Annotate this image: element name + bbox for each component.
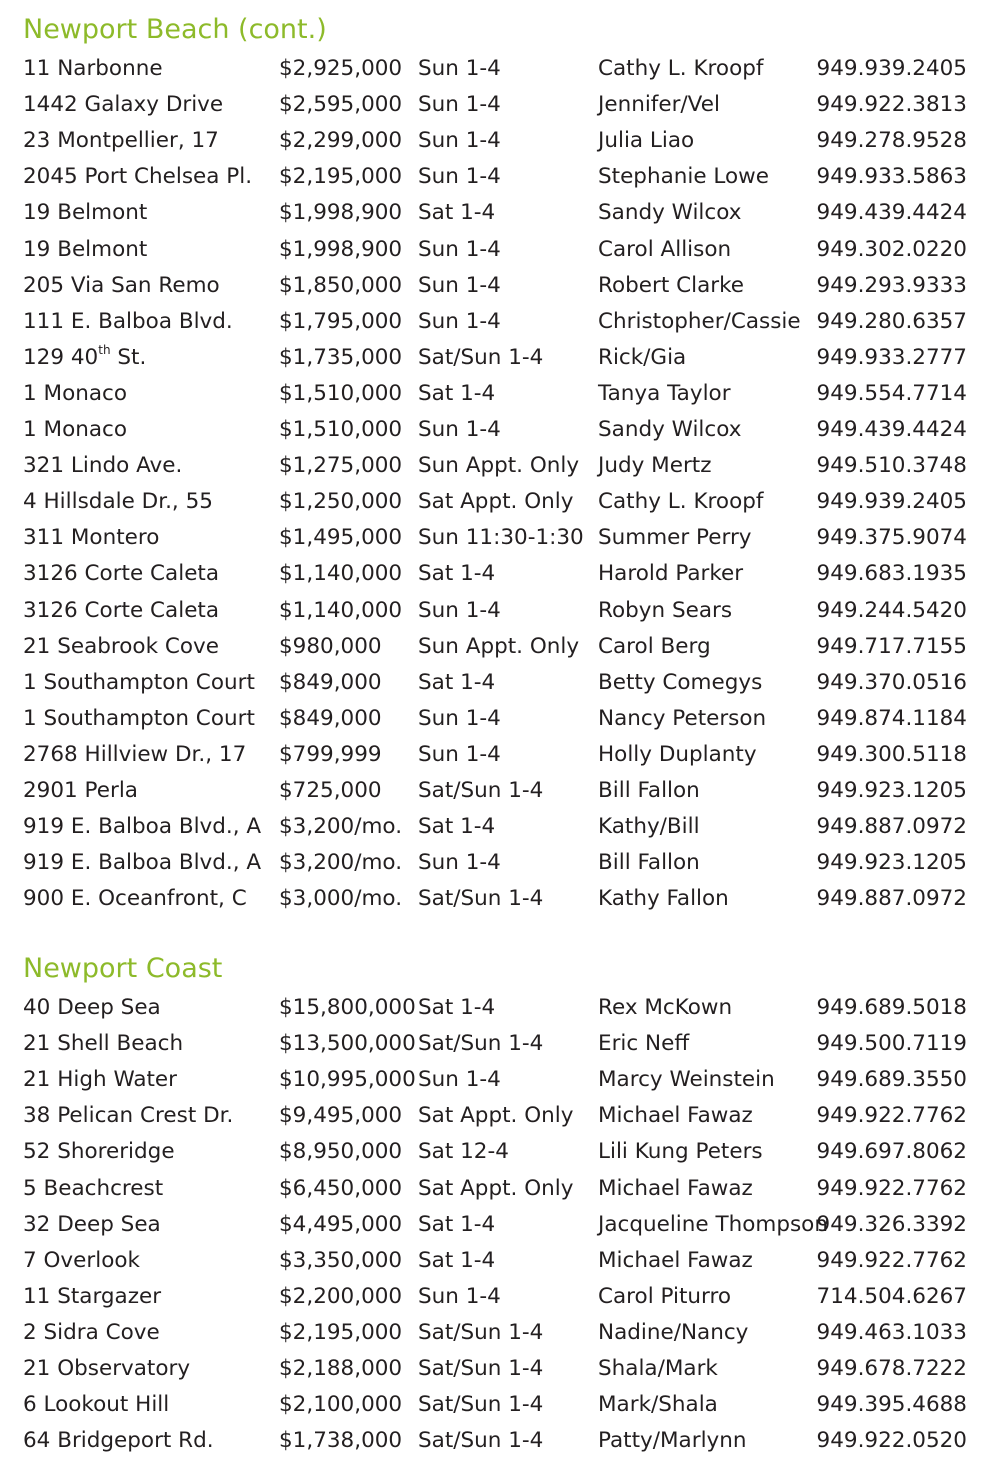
- agent-cell: Nancy Peterson: [598, 705, 767, 731]
- agent-cell: Bill Fallon: [598, 778, 700, 803]
- address-cell: [23, 1279, 161, 1315]
- price-cell: $13,500,000: [279, 1031, 416, 1057]
- address-cell: [23, 1315, 160, 1351]
- address-text: 321 Lindo Ave.: [23, 453, 183, 479]
- address-text: 311 Montero: [23, 525, 160, 551]
- open-time-cell: Sat 12-4: [418, 1139, 509, 1165]
- address-text: 3126 Corte Caleta: [23, 561, 220, 587]
- listing-row: [0, 1171, 985, 1207]
- listing-row: [0, 123, 985, 159]
- listing-row: [0, 232, 985, 268]
- address-text: 205 Via San Remo: [23, 272, 220, 298]
- address-cell: [23, 1207, 161, 1243]
- address-cell: [23, 159, 252, 195]
- address-cell: [23, 1026, 183, 1062]
- phone-cell: 949.922.7762: [816, 1247, 967, 1273]
- price-cell: $2,200,000: [279, 1283, 403, 1309]
- listing-row: [0, 1134, 985, 1170]
- listing-row: [0, 412, 985, 448]
- agent-cell: Rick/Gia: [598, 344, 687, 370]
- agent-cell: Nadine/Nancy: [598, 1319, 749, 1345]
- address-text: 23 Montpellier, 17: [23, 128, 219, 154]
- open-time-cell: Sat Appt. Only: [418, 489, 574, 515]
- price-cell: $1,738,000: [279, 1428, 403, 1454]
- address-text: 21 Shell Beach: [23, 1031, 184, 1057]
- address-text: 19 Belmont: [23, 236, 148, 262]
- address-cell: [23, 629, 219, 665]
- open-time-cell: Sat 1-4: [418, 995, 496, 1020]
- price-cell: $1,140,000: [279, 561, 403, 587]
- price-cell: $15,800,000: [279, 995, 416, 1020]
- listing-row: [0, 737, 985, 773]
- agent-cell: Michael Fawaz: [598, 1247, 753, 1273]
- agent-cell: Mark/Shala: [598, 1392, 718, 1418]
- listing-row: [0, 1279, 985, 1315]
- phone-cell: 949.463.1033: [816, 1319, 967, 1345]
- address-text: 38 Pelican Crest Dr.: [23, 1103, 234, 1129]
- address-cell: [23, 809, 261, 845]
- listing-row: [0, 448, 985, 484]
- phone-cell: 949.689.5018: [816, 995, 967, 1020]
- listing-row: [0, 701, 985, 737]
- agent-cell: Bill Fallon: [598, 850, 700, 876]
- listing-row: [0, 1026, 985, 1062]
- phone-cell: 949.326.3392: [816, 1211, 967, 1237]
- price-cell: $849,000: [279, 705, 382, 731]
- address-cell: [23, 701, 255, 737]
- listing-row: [0, 1351, 985, 1387]
- address-text: 40 Deep Sea: [23, 995, 161, 1020]
- phone-cell: 949.939.2405: [816, 56, 967, 81]
- price-cell: $2,100,000: [279, 1392, 403, 1418]
- open-time-cell: Sat 1-4: [418, 1211, 496, 1237]
- phone-cell: 949.874.1184: [816, 705, 967, 731]
- address-text: 11 Narbonne: [23, 56, 163, 81]
- open-time-cell: Sun 11:30-1:30: [418, 525, 584, 551]
- open-time-cell: Sat/Sun 1-4: [418, 344, 544, 370]
- open-time-cell: Sat 1-4: [418, 561, 496, 587]
- listing-row: [0, 665, 985, 701]
- phone-cell: 949.280.6357: [816, 308, 967, 334]
- phone-cell: 949.922.0520: [816, 1428, 967, 1454]
- price-cell: $9,495,000: [279, 1103, 403, 1129]
- open-time-cell: Sat 1-4: [418, 814, 496, 840]
- price-cell: $1,495,000: [279, 525, 403, 551]
- address-cell: [23, 520, 159, 556]
- address-cell: [23, 1171, 163, 1207]
- open-time-cell: Sun 1-4: [418, 1283, 501, 1309]
- phone-cell: 949.689.3550: [816, 1067, 967, 1093]
- address-text: 6 Lookout Hill: [23, 1392, 170, 1418]
- price-cell: $980,000: [279, 633, 382, 659]
- open-time-cell: Sat 1-4: [418, 1247, 496, 1273]
- phone-cell: 949.717.7155: [816, 633, 967, 659]
- price-cell: $849,000: [279, 669, 382, 695]
- open-time-cell: Sat 1-4: [418, 380, 496, 406]
- open-time-cell: Sun 1-4: [418, 92, 501, 118]
- address-text: 1 Monaco: [23, 380, 127, 406]
- address-text: 2045 Port Chelsea Pl.: [23, 164, 253, 190]
- listing-row: [0, 593, 985, 629]
- section-title: Newport Beach (cont.): [23, 14, 327, 45]
- open-time-cell: Sun Appt. Only: [418, 453, 580, 479]
- listing-row: [0, 1207, 985, 1243]
- address-text: 7 Overlook: [23, 1247, 140, 1273]
- phone-cell: 714.504.6267: [816, 1283, 967, 1309]
- address-cell: [23, 123, 219, 159]
- listing-row: [0, 1098, 985, 1134]
- price-cell: $1,275,000: [279, 453, 403, 479]
- agent-cell: Cathy L. Kroopf: [598, 489, 764, 515]
- address-text: 900 E. Oceanfront, C: [23, 886, 247, 912]
- listing-row: [0, 159, 985, 195]
- address-cell: [23, 87, 223, 123]
- address-street-suffix: St.: [110, 344, 147, 370]
- price-cell: $1,735,000: [279, 344, 403, 370]
- open-time-cell: Sat 1-4: [418, 669, 496, 695]
- agent-cell: Eric Neff: [598, 1031, 690, 1057]
- open-time-cell: Sat/Sun 1-4: [418, 1392, 544, 1418]
- address-text: 1 Southampton Court: [23, 705, 255, 731]
- address-cell: [23, 268, 220, 304]
- price-cell: $1,998,900: [279, 200, 403, 226]
- price-cell: $6,450,000: [279, 1175, 403, 1201]
- agent-cell: Michael Fawaz: [598, 1103, 753, 1129]
- address-text: 21 Seabrook Cove: [23, 633, 219, 659]
- agent-cell: Cathy L. Kroopf: [598, 56, 764, 81]
- phone-cell: 949.293.9333: [816, 272, 967, 298]
- price-cell: $1,850,000: [279, 272, 403, 298]
- listing-row: [0, 845, 985, 881]
- address-cell: [23, 1062, 177, 1098]
- address-cell: [23, 340, 146, 376]
- address-text: 64 Bridgeport Rd.: [23, 1428, 214, 1454]
- price-cell: $2,925,000: [279, 56, 403, 81]
- listing-row: [0, 268, 985, 304]
- open-time-cell: Sat/Sun 1-4: [418, 1319, 544, 1345]
- address-cell: [23, 665, 255, 701]
- address-cell: [23, 376, 127, 412]
- phone-cell: 949.439.4424: [816, 200, 967, 226]
- address-cell: [23, 1134, 175, 1170]
- phone-cell: 949.500.7119: [816, 1031, 967, 1057]
- price-cell: $3,350,000: [279, 1247, 403, 1273]
- address-cell: [23, 881, 247, 917]
- phone-cell: 949.887.0972: [816, 814, 967, 840]
- price-cell: $799,999: [279, 741, 382, 767]
- open-time-cell: Sat/Sun 1-4: [418, 1356, 544, 1381]
- address-cell: [23, 1387, 169, 1423]
- agent-cell: Rex McKown: [598, 995, 733, 1020]
- phone-cell: 949.933.2777: [816, 344, 967, 370]
- price-cell: $3,000/mo.: [279, 886, 403, 912]
- listing-row: [0, 87, 985, 123]
- listing-row: [0, 51, 985, 87]
- listing-row: [0, 304, 985, 340]
- address-text: 32 Deep Sea: [23, 1211, 161, 1237]
- phone-cell: 949.922.7762: [816, 1103, 967, 1129]
- address-text: 11 Stargazer: [23, 1283, 162, 1309]
- address-text: 1 Southampton Court: [23, 669, 255, 695]
- address-text: 5 Beachcrest: [23, 1175, 164, 1201]
- open-time-cell: Sun 1-4: [418, 417, 501, 442]
- agent-cell: Christopher/Cassie: [598, 308, 801, 334]
- listing-row: [0, 556, 985, 592]
- listing-row: [0, 376, 985, 412]
- price-cell: $1,998,900: [279, 236, 403, 262]
- listing-row: [0, 881, 985, 917]
- section-title: Newport Coast: [23, 953, 223, 984]
- address-text: 21 Observatory: [23, 1356, 191, 1381]
- address-cell: [23, 1243, 140, 1279]
- phone-cell: 949.683.1935: [816, 561, 967, 587]
- phone-cell: 949.370.0516: [816, 669, 967, 695]
- address-text: 919 E. Balboa Blvd., A: [23, 814, 262, 840]
- agent-cell: Marcy Weinstein: [598, 1067, 775, 1093]
- listing-row: [0, 773, 985, 809]
- price-cell: $2,195,000: [279, 1319, 403, 1345]
- address-cell: [23, 1423, 214, 1459]
- listing-row: [0, 484, 985, 520]
- phone-cell: 949.887.0972: [816, 886, 967, 912]
- listing-row: [0, 520, 985, 556]
- address-cell: [23, 845, 261, 881]
- listing-row: [0, 340, 985, 376]
- address-cell: [23, 484, 213, 520]
- price-cell: $1,510,000: [279, 417, 403, 442]
- price-cell: $8,950,000: [279, 1139, 403, 1165]
- agent-cell: Judy Mertz: [598, 453, 712, 479]
- open-time-cell: Sun 1-4: [418, 741, 501, 767]
- open-time-cell: Sun Appt. Only: [418, 633, 580, 659]
- address-text: 1442 Galaxy Drive: [23, 92, 224, 118]
- listing-row: [0, 195, 985, 231]
- address-text: 52 Shoreridge: [23, 1139, 175, 1165]
- open-time-cell: Sat Appt. Only: [418, 1103, 574, 1129]
- phone-cell: 949.278.9528: [816, 128, 967, 154]
- price-cell: $4,495,000: [279, 1211, 403, 1237]
- phone-cell: 949.554.7714: [816, 380, 967, 406]
- agent-cell: Jacqueline Thompson: [598, 1211, 828, 1237]
- address-text: 1 Monaco: [23, 417, 127, 442]
- price-cell: $2,299,000: [279, 128, 403, 154]
- agent-cell: Kathy Fallon: [598, 886, 729, 912]
- open-time-cell: Sat/Sun 1-4: [418, 1428, 544, 1454]
- price-cell: $2,195,000: [279, 164, 403, 190]
- address-cell: [23, 304, 233, 340]
- address-cell: [23, 737, 246, 773]
- agent-cell: Carol Allison: [598, 236, 732, 262]
- open-time-cell: Sat/Sun 1-4: [418, 1031, 544, 1057]
- price-cell: $1,795,000: [279, 308, 403, 334]
- phone-cell: 949.697.8062: [816, 1139, 967, 1165]
- address-cell: [23, 990, 161, 1026]
- open-time-cell: Sat 1-4: [418, 200, 496, 226]
- address-ordinal-suffix: th: [98, 342, 111, 357]
- address-text: 129 40: [23, 344, 99, 370]
- phone-cell: 949.933.5863: [816, 164, 967, 190]
- price-cell: $3,200/mo.: [279, 814, 403, 840]
- listing-row: [0, 1315, 985, 1351]
- agent-cell: Julia Liao: [598, 128, 695, 154]
- phone-cell: 949.375.9074: [816, 525, 967, 551]
- address-cell: [23, 412, 127, 448]
- agent-cell: Shala/Mark: [598, 1356, 718, 1381]
- address-cell: [23, 232, 147, 268]
- price-cell: $1,510,000: [279, 380, 403, 406]
- phone-cell: 949.302.0220: [816, 236, 967, 262]
- phone-cell: 949.923.1205: [816, 850, 967, 876]
- address-text: 111 E. Balboa Blvd.: [23, 308, 233, 334]
- address-text: 2768 Hillview Dr., 17: [23, 741, 247, 767]
- listing-row: [0, 1062, 985, 1098]
- address-text: 2901 Perla: [23, 778, 138, 803]
- address-text: 2 Sidra Cove: [23, 1319, 160, 1345]
- address-text: 4 Hillsdale Dr., 55: [23, 489, 213, 515]
- agent-cell: Holly Duplanty: [598, 741, 757, 767]
- listing-row: [0, 629, 985, 665]
- price-cell: $2,595,000: [279, 92, 403, 118]
- phone-cell: 949.395.4688: [816, 1392, 967, 1418]
- agent-cell: Lili Kung Peters: [598, 1139, 763, 1165]
- price-cell: $10,995,000: [279, 1067, 416, 1093]
- agent-cell: Carol Berg: [598, 633, 711, 659]
- agent-cell: Robyn Sears: [598, 597, 733, 623]
- open-time-cell: Sun 1-4: [418, 272, 501, 298]
- price-cell: $2,188,000: [279, 1356, 403, 1381]
- phone-cell: 949.678.7222: [816, 1356, 967, 1381]
- price-cell: $725,000: [279, 778, 382, 803]
- listing-row: [0, 1243, 985, 1279]
- open-time-cell: Sun 1-4: [418, 1067, 501, 1093]
- address-cell: [23, 593, 219, 629]
- open-time-cell: Sat/Sun 1-4: [418, 778, 544, 803]
- open-time-cell: Sat/Sun 1-4: [418, 886, 544, 912]
- agent-cell: Patty/Marlynn: [598, 1428, 747, 1454]
- agent-cell: Tanya Taylor: [598, 380, 731, 406]
- agent-cell: Betty Comegys: [598, 669, 763, 695]
- address-cell: [23, 448, 182, 484]
- listing-row: [0, 1387, 985, 1423]
- agent-cell: Sandy Wilcox: [598, 200, 742, 226]
- agent-cell: Robert Clarke: [598, 272, 745, 298]
- address-cell: [23, 195, 147, 231]
- address-cell: [23, 556, 219, 592]
- open-time-cell: Sun 1-4: [418, 850, 501, 876]
- listing-row: [0, 990, 985, 1026]
- phone-cell: 949.510.3748: [816, 453, 967, 479]
- phone-cell: 949.922.7762: [816, 1175, 967, 1201]
- open-time-cell: Sun 1-4: [418, 705, 501, 731]
- address-text: 21 High Water: [23, 1067, 177, 1093]
- phone-cell: 949.939.2405: [816, 489, 967, 515]
- phone-cell: 949.922.3813: [816, 92, 967, 118]
- address-cell: [23, 51, 163, 87]
- price-cell: $1,250,000: [279, 489, 403, 515]
- address-text: 3126 Corte Caleta: [23, 597, 220, 623]
- agent-cell: Harold Parker: [598, 561, 744, 587]
- listing-row: [0, 809, 985, 845]
- open-time-cell: Sat Appt. Only: [418, 1175, 574, 1201]
- agent-cell: Carol Piturro: [598, 1283, 732, 1309]
- open-time-cell: Sun 1-4: [418, 597, 501, 623]
- open-time-cell: Sun 1-4: [418, 236, 501, 262]
- open-time-cell: Sun 1-4: [418, 308, 501, 334]
- agent-cell: Kathy/Bill: [598, 814, 700, 840]
- address-cell: [23, 773, 138, 809]
- phone-cell: 949.439.4424: [816, 417, 967, 442]
- address-text: 19 Belmont: [23, 200, 148, 226]
- price-cell: $3,200/mo.: [279, 850, 403, 876]
- agent-cell: Michael Fawaz: [598, 1175, 753, 1201]
- address-cell: [23, 1098, 233, 1134]
- open-time-cell: Sun 1-4: [418, 56, 501, 81]
- agent-cell: Sandy Wilcox: [598, 417, 742, 442]
- phone-cell: 949.244.5420: [816, 597, 967, 623]
- agent-cell: Jennifer/Vel: [598, 92, 720, 118]
- price-cell: $1,140,000: [279, 597, 403, 623]
- open-time-cell: Sun 1-4: [418, 164, 501, 190]
- address-text: 919 E. Balboa Blvd., A: [23, 850, 262, 876]
- open-time-cell: Sun 1-4: [418, 128, 501, 154]
- address-cell: [23, 1351, 190, 1387]
- listing-row: [0, 1423, 985, 1459]
- agent-cell: Summer Perry: [598, 525, 752, 551]
- phone-cell: 949.300.5118: [816, 741, 967, 767]
- phone-cell: 949.923.1205: [816, 778, 967, 803]
- agent-cell: Stephanie Lowe: [598, 164, 769, 190]
